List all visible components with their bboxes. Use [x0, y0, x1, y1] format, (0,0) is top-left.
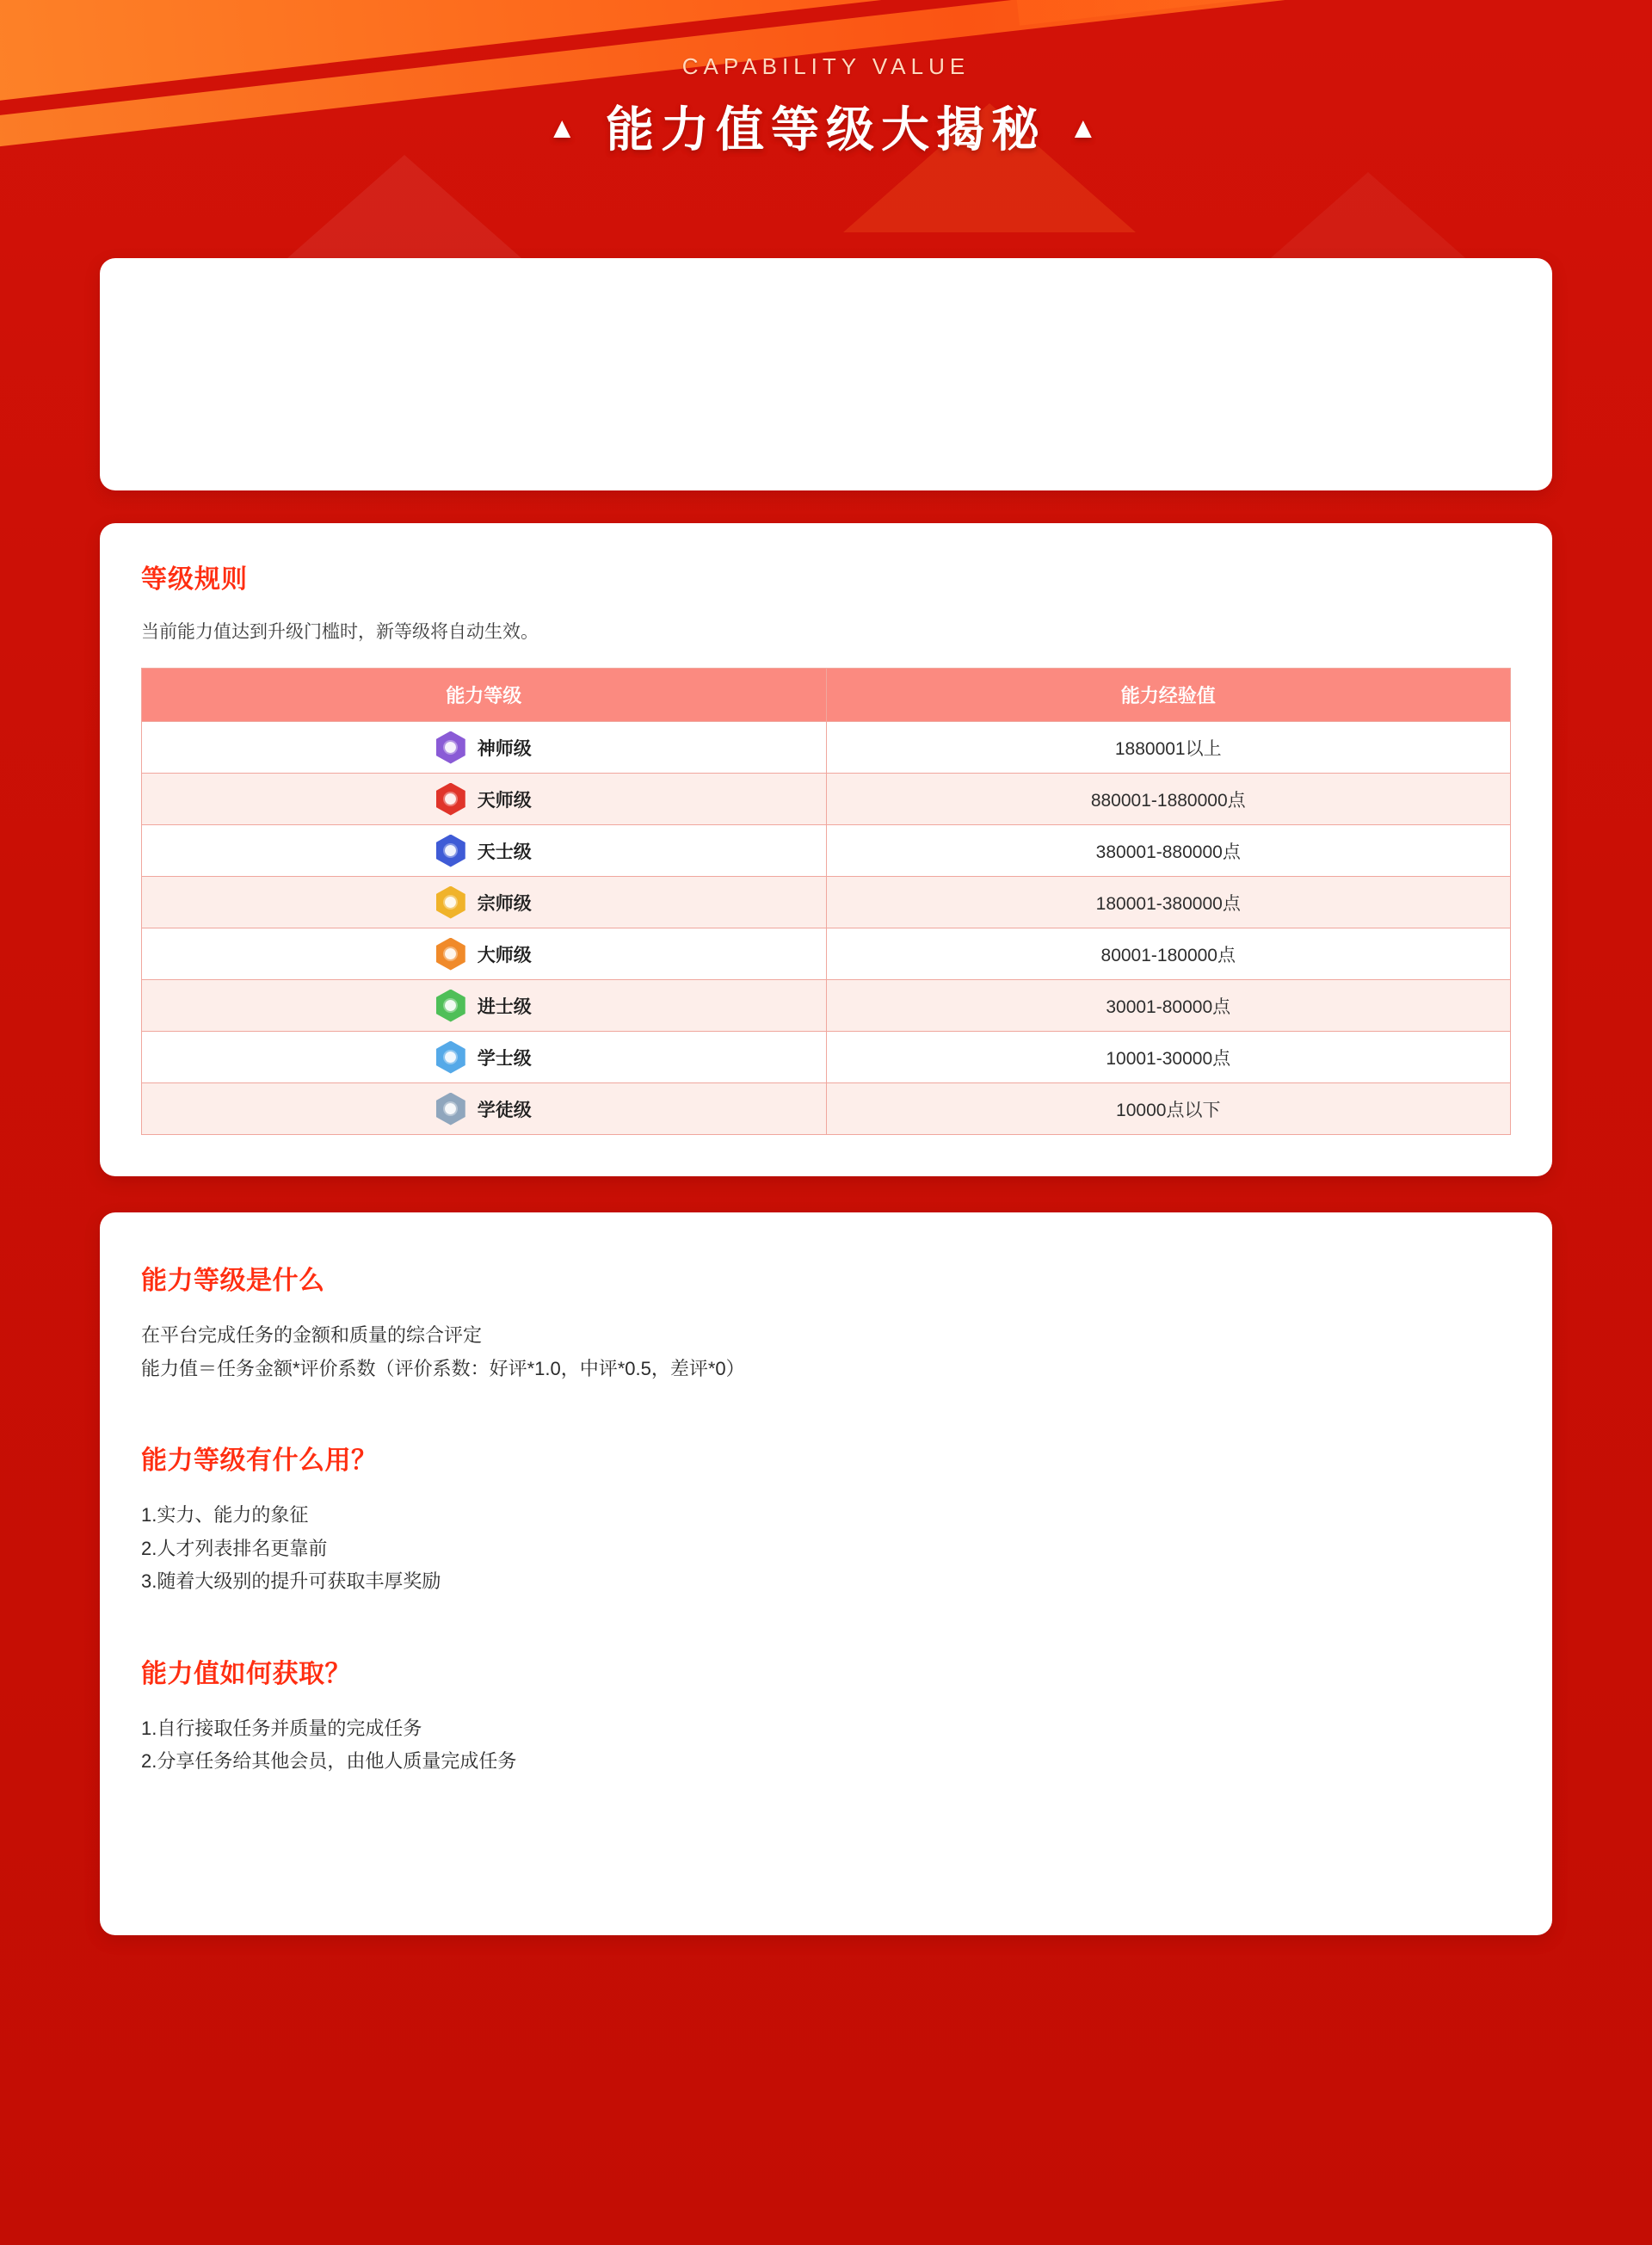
level-badge-icon: [436, 1093, 465, 1126]
level-badge-icon: [436, 731, 465, 764]
banner-card: [100, 258, 1552, 490]
page-title: [0, 92, 1652, 161]
faq-body: [141, 1712, 1511, 1779]
faq-body: [141, 1319, 1511, 1385]
exp-cell: 30001-80000点: [826, 980, 1511, 1032]
level-cell: [142, 774, 827, 825]
level-name: 学士级: [477, 1048, 532, 1069]
table-row: [142, 722, 1511, 774]
level-name: 学徒级: [477, 1100, 532, 1120]
level-name: 天师级: [477, 790, 532, 811]
level-cell: [142, 1032, 827, 1083]
faq-body: [141, 1499, 1511, 1599]
faq-heading: 能力等级是什么: [141, 1267, 325, 1295]
level-badge-icon: [436, 886, 465, 919]
level-cell: [142, 877, 827, 928]
faq-line: 3.随着大级别的提升可获取丰厚奖励: [141, 1570, 441, 1592]
rules-title: 等级规则: [141, 565, 248, 594]
header-subtitle: CAPABILITY VALUE: [681, 53, 971, 79]
table-row: [142, 877, 1511, 928]
faq-heading: 能力等级有什么用？: [141, 1446, 378, 1475]
exp-cell: 10000点以下: [826, 1083, 1511, 1135]
column-header-level: 能力等级: [142, 669, 827, 722]
level-badge-icon: [436, 1041, 465, 1074]
level-cell: [142, 980, 827, 1032]
faq-block: [141, 1439, 1511, 1599]
triangle-left-icon: ▲: [547, 112, 583, 145]
faq-block: [141, 1652, 1511, 1779]
faq-line: 2.人才列表排名更靠前: [141, 1537, 328, 1559]
table-row: [142, 1032, 1511, 1083]
level-name: 宗师级: [477, 893, 532, 914]
level-name: 进士级: [477, 996, 532, 1017]
table-row: [142, 825, 1511, 877]
table-row: [142, 774, 1511, 825]
exp-cell: 380001-880000点: [826, 825, 1511, 877]
levels-table: [141, 668, 1511, 1135]
faq-line: 能力值＝任务金额*评价系数（评价系数：好评*1.0，中评*0.5，差评*0）: [141, 1357, 745, 1379]
level-cell: [142, 825, 827, 877]
table-row: [142, 980, 1511, 1032]
decor-triangle-right: [1222, 172, 1514, 258]
level-name: 神师级: [477, 738, 532, 759]
exp-cell: 180001-380000点: [826, 877, 1511, 928]
level-name: 天士级: [477, 842, 532, 862]
level-badge-icon: [436, 990, 465, 1022]
table-row: [142, 1083, 1511, 1135]
faq-heading: 能力值如何获取？: [141, 1659, 351, 1688]
page-title-text: 能力值等级大揭秘: [606, 102, 1046, 157]
level-badge-icon: [436, 783, 465, 816]
faq-line: 1.实力、能力的象征: [141, 1504, 309, 1526]
faq-line: 2.分享任务给其他会员，由他人质量完成任务: [141, 1750, 517, 1772]
faq-line: 在平台完成任务的金额和质量的综合评定: [141, 1324, 483, 1346]
level-badge-icon: [436, 938, 465, 971]
triangle-right-icon: ▲: [1069, 112, 1105, 145]
level-cell: [142, 928, 827, 980]
faq-card: [100, 1212, 1552, 1935]
exp-cell: 880001-1880000点: [826, 774, 1511, 825]
decor-triangle-left: [258, 155, 551, 258]
level-cell: [142, 1083, 827, 1135]
rules-note: 当前能力值达到升级门槛时，新等级将自动生效。: [141, 622, 539, 642]
exp-cell: 1880001以上: [826, 722, 1511, 774]
table-header-row: [142, 669, 1511, 722]
faq-line: 1.自行接取任务并质量的完成任务: [141, 1717, 422, 1739]
level-cell: [142, 722, 827, 774]
table-row: [142, 928, 1511, 980]
header: [0, 0, 1652, 161]
rules-card: [100, 523, 1552, 1176]
column-header-exp: 能力经验值: [826, 669, 1511, 722]
level-badge-icon: [436, 835, 465, 867]
exp-cell: 10001-30000点: [826, 1032, 1511, 1083]
level-name: 大师级: [477, 945, 532, 965]
exp-cell: 80001-180000点: [826, 928, 1511, 980]
faq-block: [141, 1259, 1511, 1385]
